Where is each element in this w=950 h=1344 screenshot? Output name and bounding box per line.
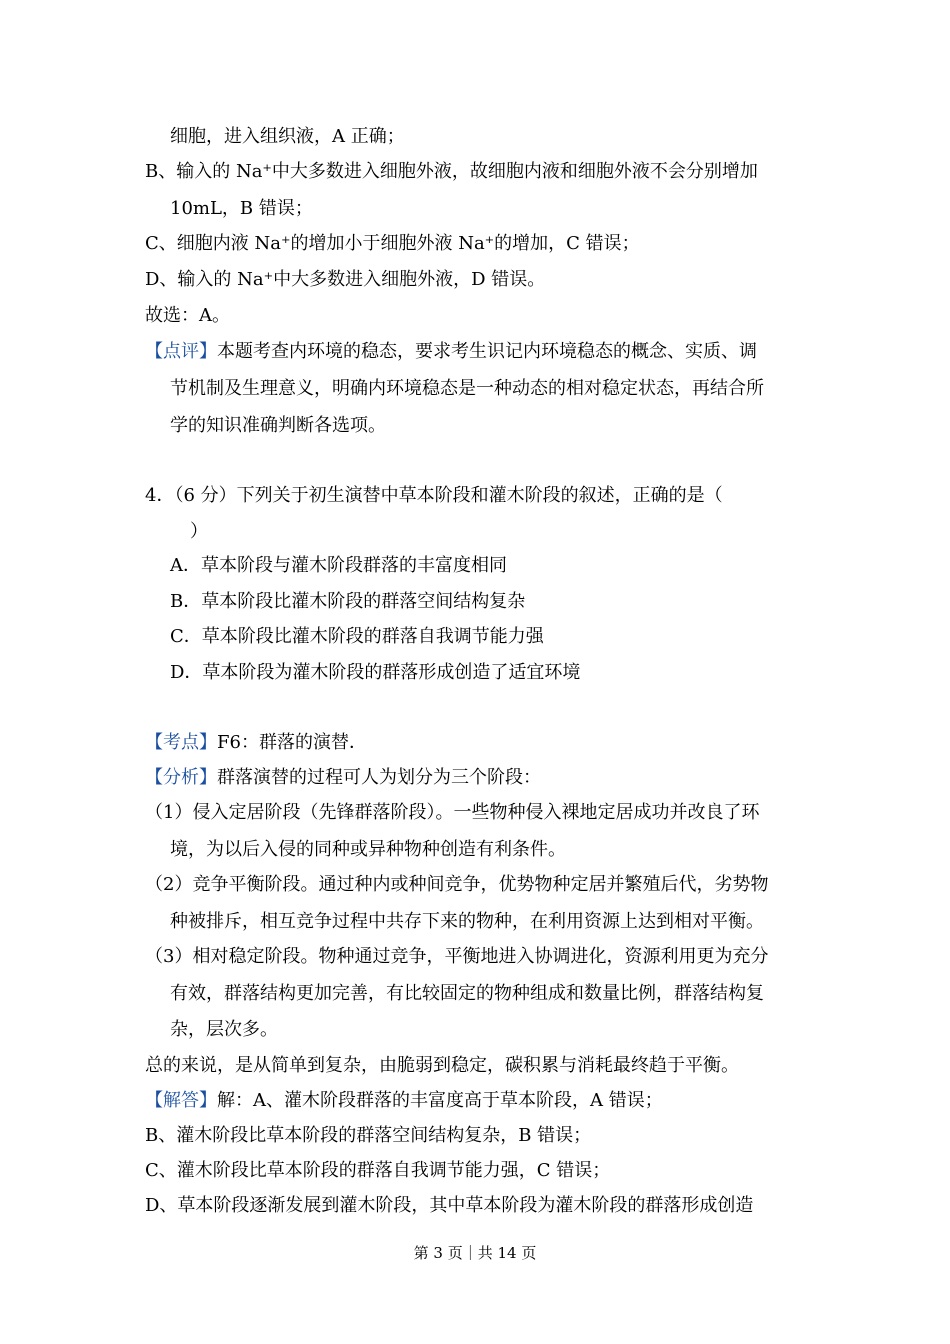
comment-line3: 学的知识准确判断各选项。: [170, 415, 386, 436]
stage-3-line3: 杂，层次多。: [170, 1019, 278, 1040]
fenxi-tag: 【分析】: [145, 767, 217, 788]
prev-answer-continuation: 细胞，进入组织液，A 正确；: [170, 126, 405, 147]
kaodian-text: F6：群落的演替．: [217, 732, 367, 753]
summary: 总的来说，是从简单到复杂，由脆弱到稳定，碳积累与消耗最终趋于平衡。: [145, 1055, 739, 1076]
stage-1-line2: 境，为以后入侵的同种或异种物种创造有利条件。: [170, 839, 566, 860]
comment-tag: 【点评】: [145, 341, 217, 362]
fenxi-line: [145, 766, 541, 790]
question-4-stem-end: ）: [190, 521, 208, 542]
prev-answer-c: C、细胞内液 Na⁺的增加小于细胞外液 Na⁺的增加，C 错误；: [145, 233, 640, 254]
comment-line2: 节机制及生理意义，明确内环境稳态是一种动态的相对稳定状态，再结合所: [170, 378, 764, 399]
stage-2-line1: （2）竞争平衡阶段。通过种内或种间竞争，优势物种定居并繁殖后代，劣势物: [145, 874, 769, 895]
jieda-tag: 【解答】: [145, 1090, 217, 1111]
comment-text: 本题考查内环境的稳态，要求考生识记内环境稳态的概念、实质、调: [217, 341, 757, 362]
prev-choice: 故选：A。: [145, 305, 230, 326]
prev-answer-d: D、输入的 Na⁺中大多数进入细胞外液，D 错误。: [145, 269, 546, 290]
answer-d: D、草本阶段逐渐发展到灌木阶段，其中草本阶段为灌木阶段的群落形成创造: [145, 1195, 754, 1216]
question-4-option-c: C．草本阶段比灌木阶段的群落自我调节能力强: [170, 626, 544, 647]
stage-1-line1: （1）侵入定居阶段（先锋群落阶段）。一些物种侵入裸地定居成功并改良了环: [145, 802, 760, 823]
fenxi-text: 群落演替的过程可人为划分为三个阶段：: [217, 767, 541, 788]
kaodian-line: [145, 731, 367, 755]
question-4-option-b: B．草本阶段比灌木阶段的群落空间结构复杂: [170, 591, 526, 612]
jieda-line: [145, 1089, 663, 1113]
stage-3-line2: 有效，群落结构更加完善，有比较固定的物种组成和数量比例，群落结构复: [170, 983, 764, 1004]
jieda-text: 解：A、灌木阶段群落的丰富度高于草本阶段，A 错误；: [217, 1090, 663, 1111]
question-4-stem: 4．（6 分）下列关于初生演替中草本阶段和灌木阶段的叙述，正确的是（: [145, 485, 723, 506]
question-4-option-d: D．草本阶段为灌木阶段的群落形成创造了适宜环境: [170, 662, 581, 683]
stage-3-line1: （3）相对稳定阶段。物种通过竞争，平衡地进入协调进化，资源利用更为充分: [145, 946, 769, 967]
kaodian-tag: 【考点】: [145, 732, 217, 753]
answer-b: B、灌木阶段比草本阶段的群落空间结构复杂，B 错误；: [145, 1125, 592, 1146]
prev-answer-b-line2: 10mL，B 错误；: [170, 198, 313, 219]
comment-line1: [145, 340, 757, 364]
page-footer: 第 3 页｜共 14 页: [413, 1244, 537, 1262]
answer-c: C、灌木阶段比草本阶段的群落自我调节能力强，C 错误；: [145, 1160, 611, 1181]
prev-answer-b-line1: B、输入的 Na⁺中大多数进入细胞外液，故细胞内液和细胞外液不会分别增加: [145, 161, 758, 182]
question-4-option-a: A．草本阶段与灌木阶段群落的丰富度相同: [170, 555, 507, 576]
stage-2-line2: 种被排斥，相互竞争过程中共存下来的物种，在利用资源上达到相对平衡。: [170, 911, 764, 932]
